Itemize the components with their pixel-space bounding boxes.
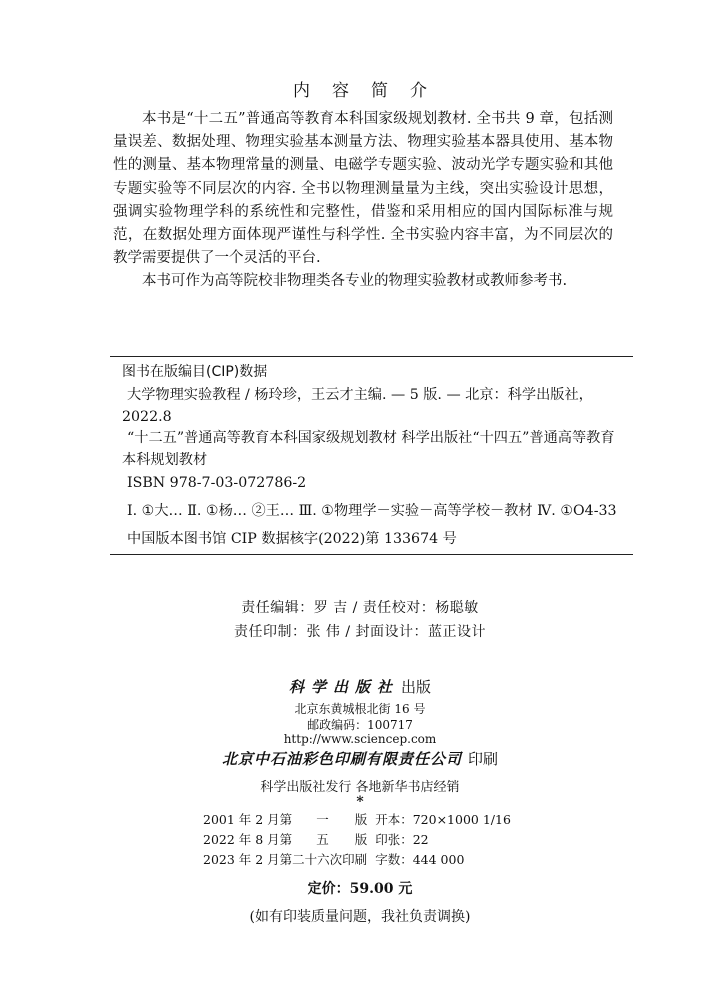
- price-label: 定价：: [307, 881, 350, 897]
- publisher-logo-name: 科学出版社: [288, 678, 399, 696]
- edition-number: 五: [316, 832, 329, 847]
- printer-line: [0, 748, 720, 769]
- summary-paragraph-2: 本书可作为高等院校非物理类各专业的物理实验教材或教师参考书.: [142, 273, 568, 290]
- credits-line-editors: 责任编辑：罗 吉 / 责任校对：杨聪敏: [241, 600, 479, 616]
- cip-classification: Ⅰ. ①大… Ⅱ. ①杨… ②王… Ⅲ. ①物理学－实验－高等学校－教材 Ⅳ. ①O4-33: [127, 502, 617, 519]
- credits: [0, 596, 720, 644]
- separator-asterisk: *: [356, 794, 364, 810]
- edition-table: [203, 810, 511, 870]
- price-value: 59.00 元: [349, 881, 413, 897]
- edition-number: 一: [316, 812, 329, 827]
- edition-row: [203, 830, 511, 850]
- edition-spec: 字数：444 000: [375, 852, 465, 867]
- printing-date: 2023 年 2 月第二十六次印刷: [203, 852, 368, 867]
- cip-series-entry: “十二五”普通高等教育本科国家级规划教材 科学出版社“十四五”普通高等教育本科规划教材: [122, 430, 615, 468]
- quality-note: (如有印装质量问题，我社负责调换): [249, 909, 471, 925]
- edition-type: 版: [354, 832, 368, 847]
- cip-heading: 图书在版编目(CIP)数据: [122, 364, 268, 380]
- credits-line-production: 责任印制：张 伟 / 封面设计：蓝正设计: [233, 624, 487, 640]
- cip-book-entry: 大学物理实验教程 / 杨玲珍，王云才主编. — 5 版. — 北京：科学出版社，2022.8: [122, 387, 593, 425]
- price-line: [0, 878, 720, 898]
- page-title: 内容简介: [293, 81, 449, 101]
- publisher-line: [0, 676, 720, 697]
- summary-paragraph-1: 本书是“十二五”普通高等教育本科国家级规划教材. 全书共 9 章，包括测量误差、数据处理、物理实验基本测量方法、物理实验基本器具使用、基本物性的测量、基本物理常量的测量、电磁学专题实验、波动光学专题实验和其他专题实验等不同层次的内容. 全书以物理测量量为主线，突出实验设计思想，强调实验物理学科的系统性和完整性，借鉴和采用相应的国内国际标准与规范，在数据处理方面体现严谨性与科学性. 全书实验内容丰富，为不同层次的教学需要提供了一个灵活的平台.: [113, 111, 613, 267]
- printer-name: 北京中石油彩色印刷有限责任公司: [221, 750, 462, 768]
- edition-type: 版: [354, 812, 368, 827]
- edition-spec: 印张：22: [375, 832, 429, 847]
- publisher-role: 出版: [401, 678, 432, 696]
- edition-row: [203, 810, 511, 830]
- publisher-postcode: 邮政编码：100717: [307, 718, 413, 732]
- printer-role: 印刷: [468, 750, 499, 768]
- cip-isbn: ISBN 978-7-03-072786-2: [127, 475, 307, 492]
- publisher-address: 北京东黄城根北街 16 号: [294, 702, 426, 716]
- summary-section: [113, 108, 613, 294]
- edition-spec: 开本：720×1000 1/16: [375, 812, 511, 827]
- publisher-url: http://www.sciencep.com: [283, 732, 437, 746]
- distribution-line: 科学出版社发行 各地新华书店经销: [260, 780, 460, 795]
- edition-date: 2001 年 2 月第: [203, 812, 293, 827]
- cip-box: [110, 356, 633, 555]
- edition-date: 2022 年 8 月第: [203, 832, 293, 847]
- cip-catalog-number: 中国版本图书馆 CIP 数据核字(2022)第 133674 号: [127, 530, 457, 547]
- edition-row: [203, 850, 511, 870]
